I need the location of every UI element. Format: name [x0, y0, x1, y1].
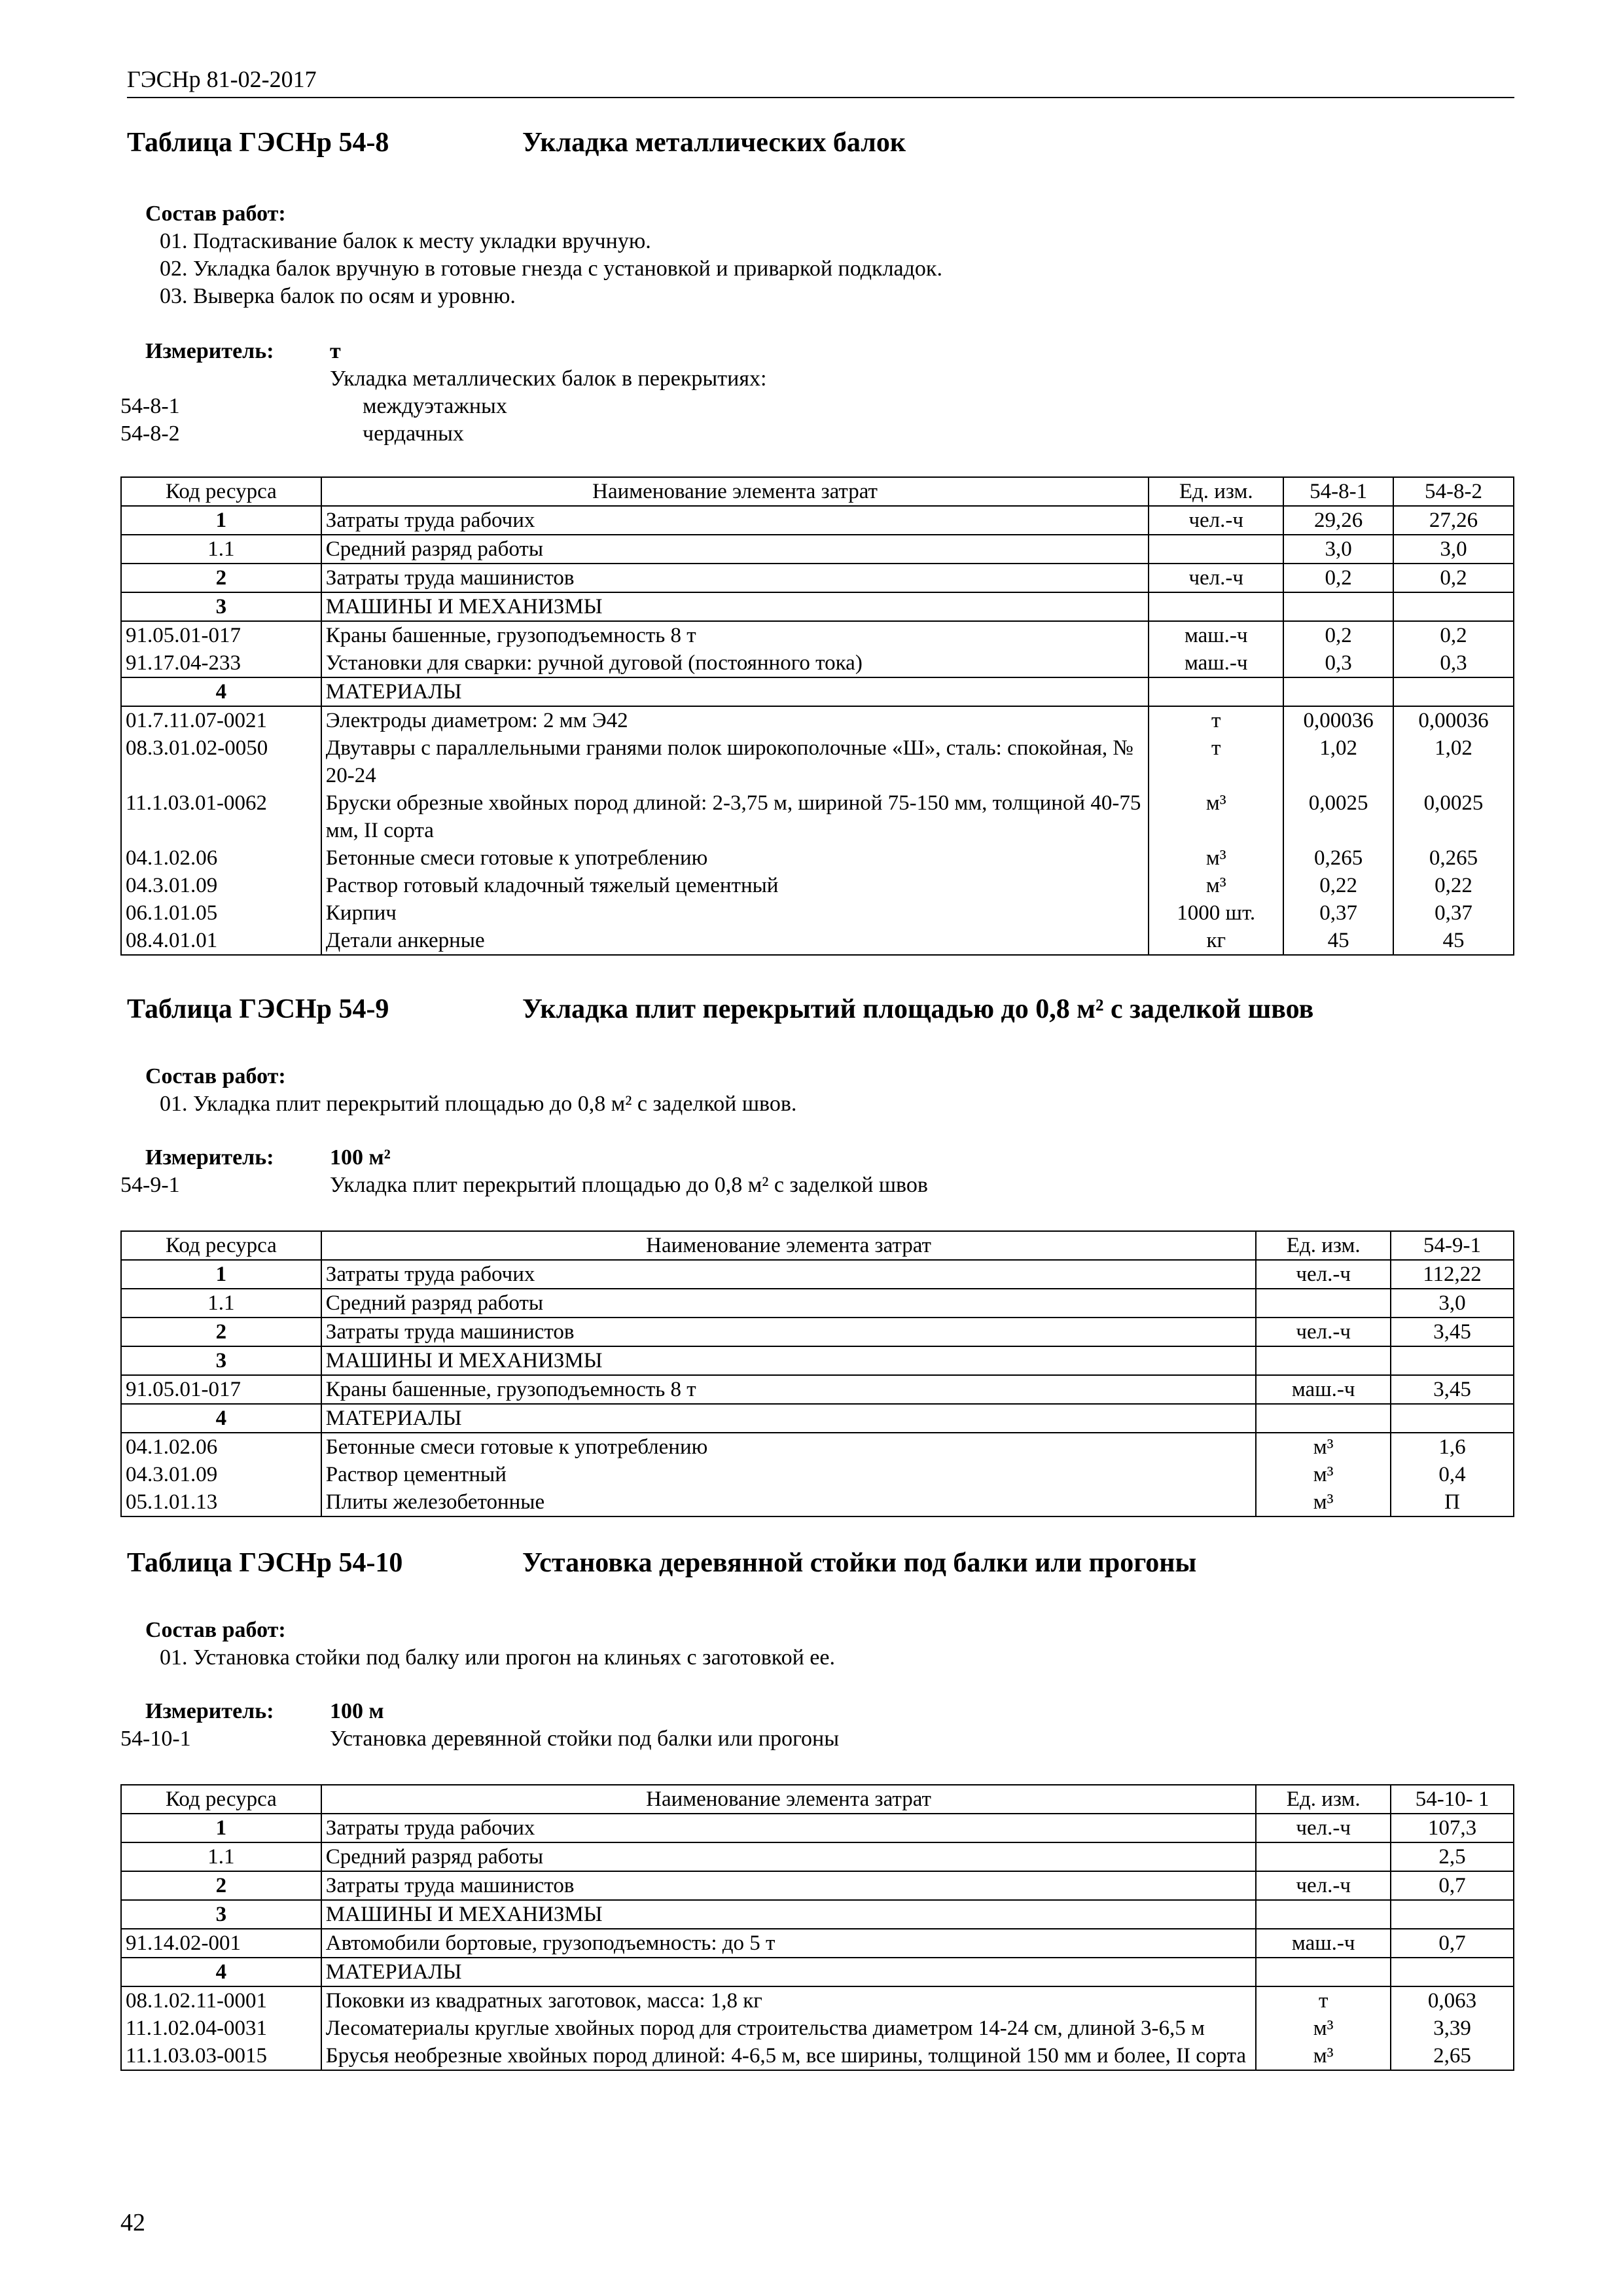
table-row: 04.1.02.06 Бетонные смеси готовые к употреблению м³ 0,265 0,265 — [121, 844, 1514, 872]
izmeritel — [127, 338, 1514, 365]
table-row: 08.4.01.01 Детали анкерные кг 45 45 — [121, 927, 1514, 955]
sostav-item: 01. Подтаскивание балок к месту укладки вручную. — [160, 229, 651, 253]
table-row: 11.1.03.03-0015 Брусья необрезные хвойных пород длиной: 4-6,5 м, все ширины, толщиной 150 мм и более, II сорта м³ 2,65 — [121, 2042, 1514, 2070]
table-row: 4 МАТЕРИАЛЫ — [121, 1958, 1514, 1986]
measure-row — [120, 1172, 1514, 1199]
col-header: Наименование элемента затрат — [321, 1231, 1256, 1260]
table-row: 04.3.01.09 Раствор готовый кладочный тяжелый цементный м³ 0,22 0,22 — [121, 872, 1514, 899]
izmeritel-value: т — [330, 339, 341, 363]
section-54-9 — [120, 994, 1514, 1199]
table-row: 2 Затраты труда машинистов чел.-ч 3,45 — [121, 1318, 1514, 1346]
table-row: 91.17.04-233 Установки для сварки: ручной дуговой (постоянного тока) маш.-ч 0,3 0,3 — [121, 649, 1514, 677]
sostav-item: 02. Укладка балок вручную в готовые гнезда с установкой и приваркой подкладок. — [160, 257, 942, 281]
table-row: 11.1.02.04-0031 Лесоматериалы круглые хвойных пород для строительства диаметром 14-24 см, длиной 3-6,5 м м³ 3,39 — [121, 2015, 1514, 2042]
table-row: 1 Затраты труда рабочих чел.-ч 107,3 — [121, 1814, 1514, 1842]
section-54-10 — [120, 1547, 1514, 1753]
col-header: 54-9-1 — [1391, 1231, 1514, 1260]
table-row: 04.1.02.06 Бетонные смеси готовые к употреблению м³ 1,6 — [121, 1433, 1514, 1461]
col-header: Ед. изм. — [1256, 1785, 1391, 1814]
table-row: 3 МАШИНЫ И МЕХАНИЗМЫ — [121, 1900, 1514, 1929]
izmeritel-label: Измеритель: — [145, 1145, 274, 1170]
table-id: Таблица ГЭСНр 54-10 — [127, 1548, 403, 1578]
table-row: 4 МАТЕРИАЛЫ — [121, 1404, 1514, 1433]
table-row: 1.1 Средний разряд работы 3,0 — [121, 1289, 1514, 1318]
measure-code: 54-8-1 — [120, 394, 180, 418]
table-name: Укладка плит перекрытий площадью до 0,8 м² с заделкой швов — [522, 994, 1314, 1024]
measure-code: 54-9-1 — [120, 1173, 180, 1197]
measure-row — [120, 393, 1514, 420]
section-title — [127, 1547, 1514, 1587]
col-header: Код ресурса — [121, 477, 321, 506]
resource-table-54-8 — [120, 476, 1514, 956]
table-id: Таблица ГЭСНр 54-9 — [127, 994, 389, 1024]
page-number: 42 — [120, 2209, 145, 2236]
table-row: 1 Затраты труда рабочих чел.-ч 112,22 — [121, 1260, 1514, 1289]
section-title — [127, 127, 1514, 166]
measure-group — [127, 365, 1514, 393]
sostav-label: Состав работ: — [145, 1618, 286, 1642]
section-title — [127, 994, 1514, 1033]
col-header: 54-8-2 — [1393, 477, 1514, 506]
izmeritel-label: Измеритель: — [145, 339, 274, 363]
measure-desc: чердачных — [363, 422, 464, 446]
col-header: 54-8-1 — [1283, 477, 1393, 506]
table-row: 91.05.01-017 Краны башенные, грузоподъемность 8 т маш.-ч 3,45 — [121, 1375, 1514, 1404]
measure-group-label: Укладка металлических балок в перекрытиях: — [330, 367, 767, 391]
measure-desc: междуэтажных — [363, 394, 507, 418]
measure-desc: Укладка плит перекрытий площадью до 0,8 м² с заделкой швов — [330, 1173, 928, 1197]
table-row: 3 МАШИНЫ И МЕХАНИЗМЫ — [121, 592, 1514, 621]
table-row: 08.3.01.02-0050 Двутавры с параллельными гранями полок широкополочные «Ш», сталь: спокойная, № 20-24 т 1,02 1,02 — [121, 734, 1514, 789]
table-row: 1.1 Средний разряд работы 2,5 — [121, 1842, 1514, 1871]
table-name: Укладка металлических балок — [522, 128, 906, 158]
izmeritel — [127, 1144, 1514, 1172]
header-rule — [127, 97, 1514, 98]
table-row: 06.1.01.05 Кирпич 1000 шт. 0,37 0,37 — [121, 899, 1514, 927]
table-row: 4 МАТЕРИАЛЫ — [121, 677, 1514, 706]
table-name: Установка деревянной стойки под балки или прогоны — [522, 1548, 1197, 1578]
col-header: Код ресурса — [121, 1785, 321, 1814]
sostav-label: Состав работ: — [145, 1064, 286, 1088]
sostav-item: 03. Выверка балок по осям и уровню. — [160, 284, 516, 308]
sostav-item: 01. Установка стойки под балку или прогон на клиньях с заготовкой ее. — [160, 1645, 835, 1670]
table-row: 01.7.11.07-0021 Электроды диаметром: 2 мм Э42 т 0,00036 0,00036 — [121, 706, 1514, 734]
col-header: 54-10- 1 — [1391, 1785, 1514, 1814]
table-row: 91.05.01-017 Краны башенные, грузоподъемность 8 т маш.-ч 0,2 0,2 — [121, 621, 1514, 649]
col-header: Наименование элемента затрат — [321, 477, 1149, 506]
section-54-8 — [120, 127, 1514, 448]
sostav-item: 01. Укладка плит перекрытий площадью до 0,8 м² с заделкой швов. — [160, 1092, 797, 1116]
izmeritel-value: 100 м² — [330, 1145, 391, 1170]
table-row: 08.1.02.11-0001 Поковки из квадратных заготовок, масса: 1,8 кг т 0,063 — [121, 1986, 1514, 2015]
table-row: 04.3.01.09 Раствор цементный м³ 0,4 — [121, 1461, 1514, 1488]
resource-table-54-9 — [120, 1230, 1514, 1517]
sostav-label: Состав работ: — [145, 202, 286, 226]
measure-code: 54-10-1 — [120, 1727, 191, 1751]
table-row: 05.1.01.13 Плиты железобетонные м³ П — [121, 1488, 1514, 1516]
table-row: 91.14.02-001 Автомобили бортовые, грузоподъемность: до 5 т маш.-ч 0,7 — [121, 1929, 1514, 1958]
table-row: 11.1.03.01-0062 Бруски обрезные хвойных пород длиной: 2-3,75 м, шириной 75-150 мм, толщиной 40-75 мм, II сорта м³ 0,0025 0,0025 — [121, 789, 1514, 844]
izmeritel-value: 100 м — [330, 1699, 384, 1723]
izmeritel — [127, 1698, 1514, 1725]
izmeritel-label: Измеритель: — [145, 1699, 274, 1723]
table-row: 1.1 Средний разряд работы 3,0 3,0 — [121, 535, 1514, 564]
col-header: Код ресурса — [121, 1231, 321, 1260]
table-row: 2 Затраты труда машинистов чел.-ч 0,7 — [121, 1871, 1514, 1900]
table-id: Таблица ГЭСНр 54-8 — [127, 128, 389, 158]
table-row: 3 МАШИНЫ И МЕХАНИЗМЫ — [121, 1346, 1514, 1375]
measure-row — [120, 420, 1514, 448]
measure-desc: Установка деревянной стойки под балки или прогоны — [330, 1727, 840, 1751]
col-header: Наименование элемента затрат — [321, 1785, 1256, 1814]
measure-code: 54-8-2 — [120, 422, 180, 446]
table-row: 1 Затраты труда рабочих чел.-ч 29,26 27,26 — [121, 506, 1514, 535]
document-header: ГЭСНр 81-02-2017 — [127, 66, 317, 92]
measure-row — [120, 1725, 1514, 1753]
table-row: 2 Затраты труда машинистов чел.-ч 0,2 0,2 — [121, 564, 1514, 592]
col-header: Ед. изм. — [1256, 1231, 1391, 1260]
col-header: Ед. изм. — [1149, 477, 1283, 506]
resource-table-54-10 — [120, 1784, 1514, 2071]
